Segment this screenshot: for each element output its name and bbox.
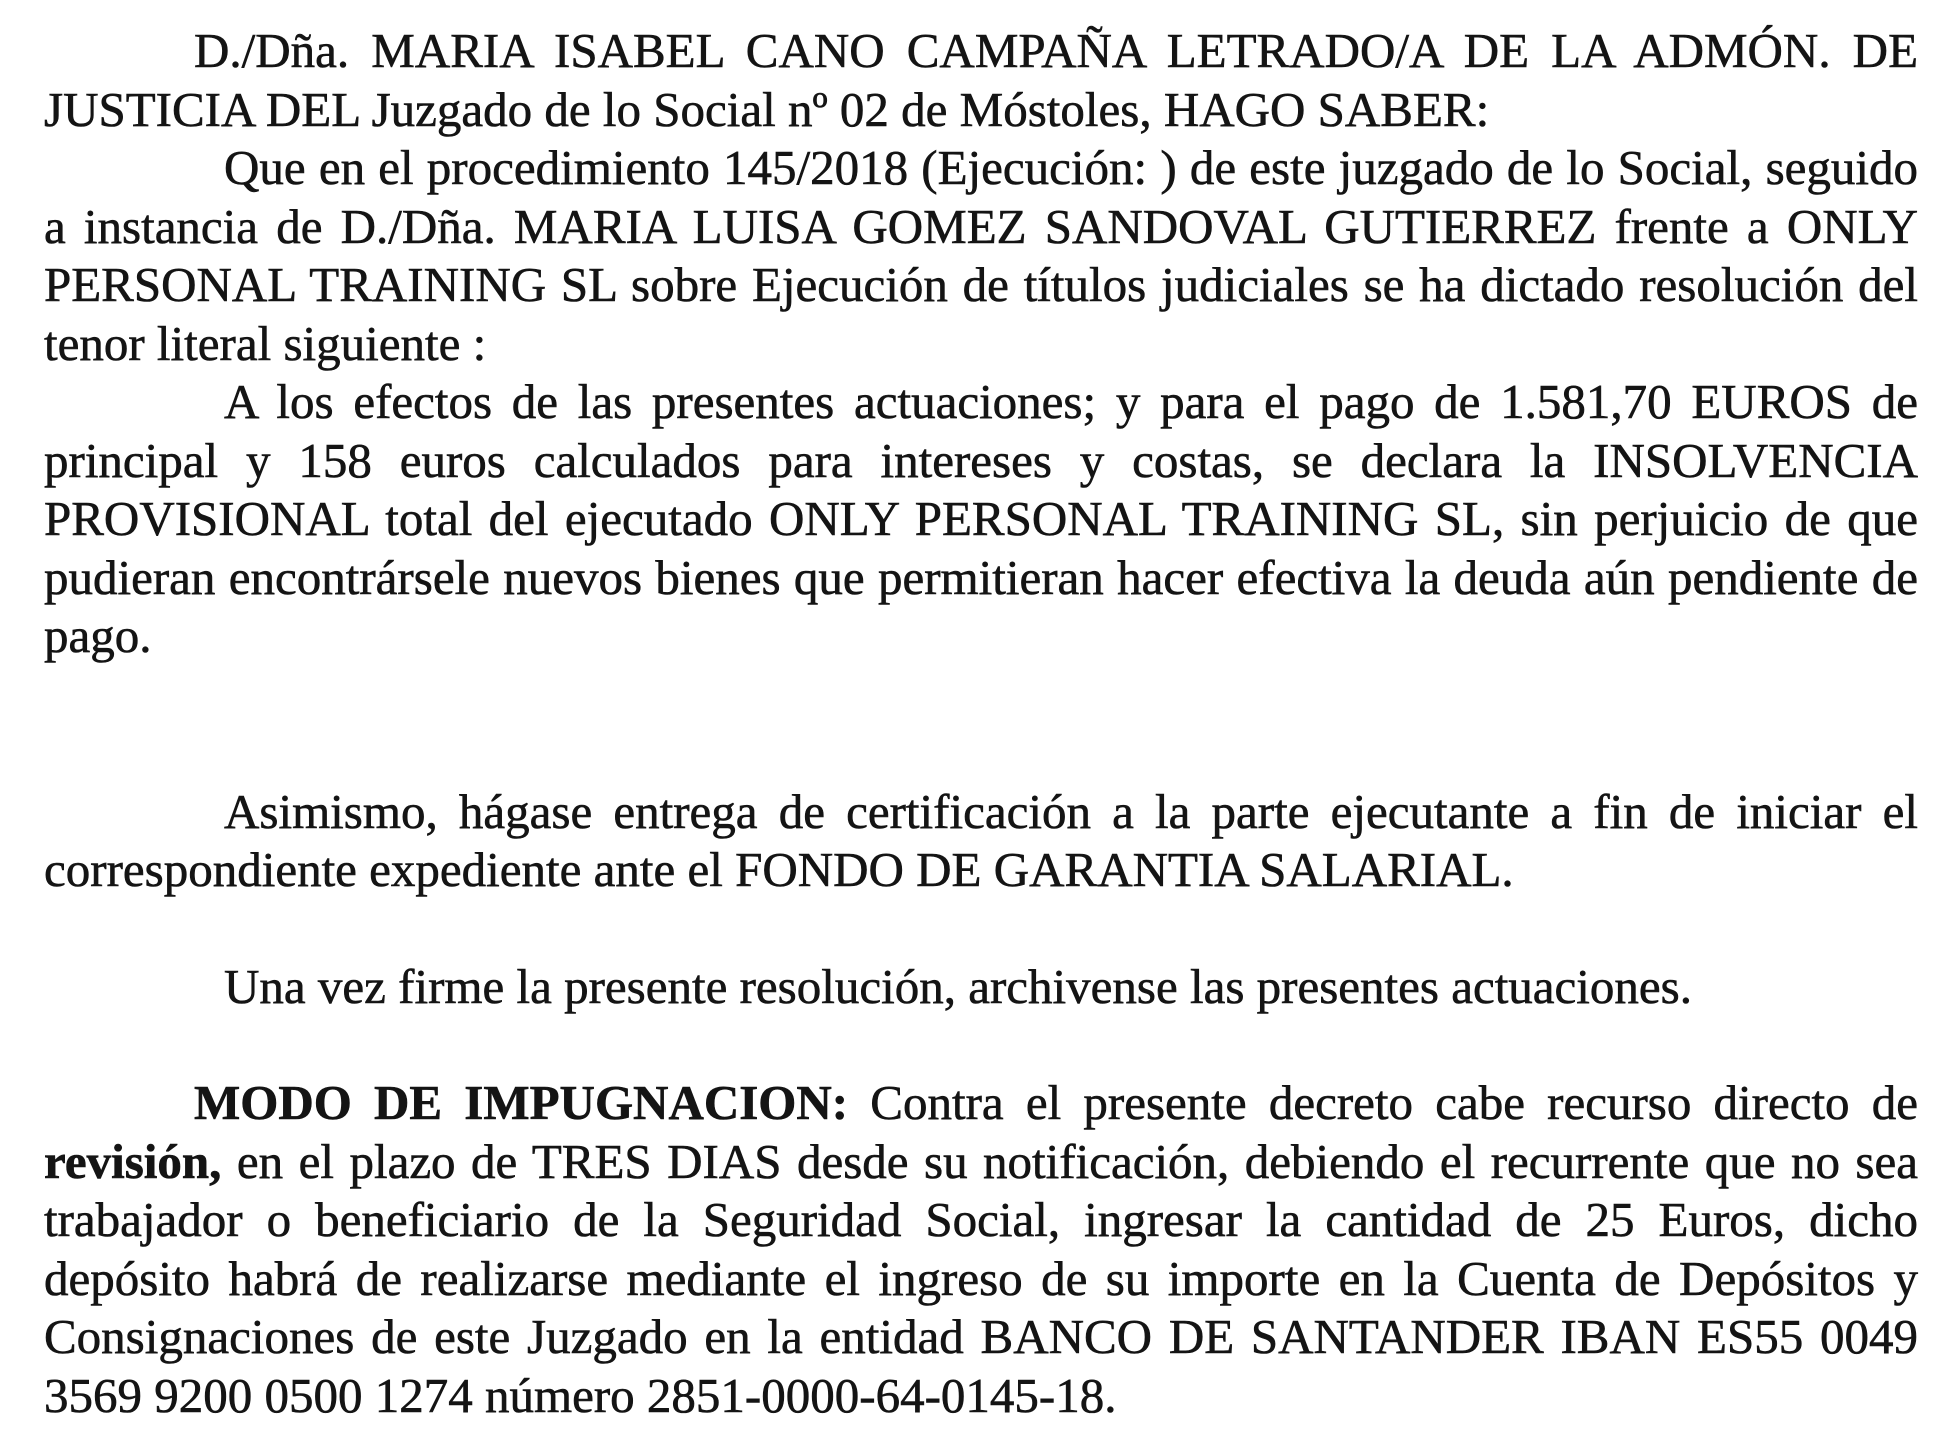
certification-text: Asimismo, hágase entrega de certificación a la parte ejecutante a fin de iniciar el correspondiente expediente ante el FONDO DE GARANTIA SALARIAL. — [44, 783, 1918, 897]
resolution-paragraph — [44, 373, 1918, 666]
document-page — [44, 22, 1918, 1425]
impugnation-heading: MODO DE IMPUGNACION: — [194, 1075, 849, 1130]
resolution-text: A los efectos de las presentes actuaciones; y para el pago de 1.581,70 EUROS de principal y 158 euros calculados para intereses y costas, se declara la INSOLVENCIA PROVISIONAL total del ejecutado ONLY PERSONAL TRAINING SL, sin perjuicio de que pudieran encontrársele nuevos bienes que permitieran hacer efectiva la deuda aún pendiente de pago. — [44, 374, 1918, 663]
intro-paragraph — [44, 139, 1918, 373]
impugnation-paragraph — [44, 1074, 1918, 1425]
impugnation-text-b: en el plazo de TRES DIAS desde su notificación, debiendo el recurrente que no sea trabajador o beneficiario de la Seguridad Social, ingresar la cantidad de 25 Euros, dicho depósito habrá de realizarse mediante el ingreso de su importe en la Cuenta de Depósitos y Consignaciones de este Juzgado en la entidad BANCO DE SANTANDER IBAN ES55 0049 3569 9200 0500 1274 número 2851-0000-64-0145-18. — [44, 1133, 1918, 1423]
archive-paragraph — [44, 958, 1918, 1017]
archive-text: Una vez firme la presente resolución, archivense las presentes actuaciones. — [224, 958, 1692, 1014]
impugnation-bold-word: revisión, — [44, 1133, 222, 1189]
header-paragraph — [44, 22, 1918, 139]
header-text: D./Dña. MARIA ISABEL CANO CAMPAÑA LETRADO/A DE LA ADMÓN. DE JUSTICIA DEL Juzgado de lo Social nº 02 de Móstoles, HAGO SABER: — [44, 23, 1918, 137]
impugnation-text-a: Contra el presente decreto cabe recurso directo de — [848, 1075, 1918, 1130]
intro-text: Que en el procedimiento 145/2018 (Ejecución: ) de este juzgado de lo Social, seguido a instancia de D./Dña. MARIA LUISA GOMEZ SANDOVAL GUTIERREZ frente a ONLY PERSONAL TRAINING SL sobre Ejecución de títulos judiciales se ha dictado resolución del tenor literal siguiente : — [44, 140, 1918, 371]
certification-paragraph — [44, 783, 1918, 900]
